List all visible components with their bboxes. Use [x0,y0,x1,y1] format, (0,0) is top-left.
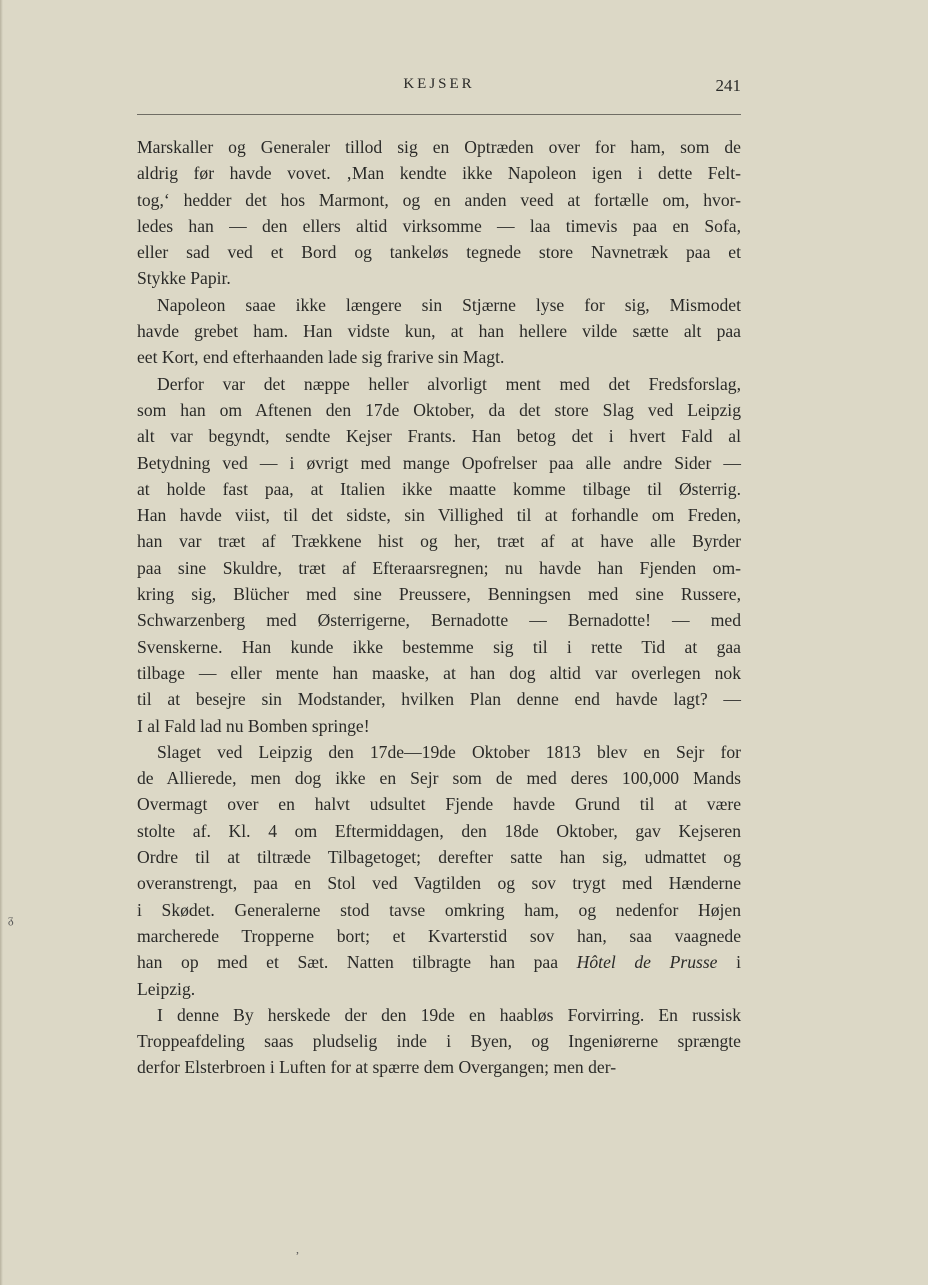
text-line: Svenskerne. Han kunde ikke bestemme sig til i rette Tid at gaa [137,636,741,657]
text-line: som han om Aftenen den 17de Oktober, da det store Slag ved Leipzig [137,399,741,420]
text-line: kring sig, Blücher med sine Preussere, Benningsen med sine Russere, [137,584,741,605]
text-line: Schwarzenberg med Østerrigerne, Bernadotte — Bernadotte! — med [137,610,741,631]
paragraph [137,134,741,292]
paragraph [137,292,741,371]
text-line: tilbage — eller mente han maaske, at han dog altid var overlegen nok [137,662,741,683]
text-line: Ordre til at tiltræde Tilbagetoget; derefter satte han sig, udmattet og [137,847,741,868]
text-line: Betydning ved — i øvrigt med mange Opofrelser paa alle andre Sider — [137,452,741,473]
text-line: Troppeafdeling saas pludselig inde i Byen, og Ingeniørerne sprængte [137,1031,741,1052]
text-line: I denne By herskede der den 19de en haabløs Forvirring. En russisk [157,1004,741,1025]
text-line: havde grebet ham. Han vidste kun, at han hellere vilde sætte alt paa [137,321,741,342]
text-line: Derfor var det næppe heller alvorligt ment med det Fredsforslag, [157,373,741,394]
text-line: Han havde viist, til det sidste, sin Villighed til at forhandle om Freden, [137,505,741,526]
page-number: 241 [715,76,741,95]
margin-speck: ᵹ [8,912,14,926]
paragraph [137,739,741,1002]
text-line: Overmagt over en halvt udsultet Fjende havde Grund til at være [137,794,741,815]
body-text [137,134,741,1081]
text-line: at holde fast paa, at Italien ikke maatte komme tilbage til Østerrig. [137,478,741,499]
running-title: KEJSER [403,76,475,92]
text-line: han var træt af Trækkene hist og her, træt af at have alle Byrder [137,531,741,552]
text-line: derfor Elsterbroen i Luften for at spærre dem Overgangen; men der- [137,1057,617,1078]
text-line: de Allierede, men dog ikke en Sejr som de med deres 100,000 Mands [137,768,741,789]
text-line: til at besejre sin Modstander, hvilken Plan denne end havde lagt? — [137,689,741,710]
text-line: tog,‘ hedder det hos Marmont, og en anden veed at fortælle om, hvor- [137,189,741,210]
page-header [137,76,741,98]
text-line: Stykke Papir. [137,268,231,289]
text-line: i Skødet. Generalerne stod tavse omkring ham, og nedenfor Højen [137,899,741,920]
text-line: alt var begyndt, sendte Kejser Frants. Han betog det i hvert Fald al [137,426,741,447]
hotel-name: Hôtel de Prusse [576,952,718,973]
text-line: eet Kort, end efterhaanden lade sig frarive sin Magt. [137,347,505,368]
text-line: I al Fald lad nu Bomben springe! [137,715,370,736]
text-line: Marskaller og Generaler tillod sig en Optræden over for ham, som de [137,137,741,157]
margin-speck: , [296,1242,299,1256]
paragraph [137,371,741,739]
text-line: Slaget ved Leipzig den 17de—19de Oktober 1813 blev en Sejr for [157,741,741,762]
text-line: paa sine Skuldre, træt af Efteraarsregnen; nu havde han Fjenden om- [137,557,741,578]
text-line: overanstrengt, paa en Stol ved Vagtilden og sov trygt med Hænderne [137,873,741,894]
text-line: Leipzig. [137,978,196,999]
text-line: stolte af. Kl. 4 om Eftermiddagen, den 18de Oktober, gav Kejseren [137,820,741,841]
text-line: Napoleon saae ikke længere sin Stjærne lyse for sig, Mismodet [157,294,741,315]
text-line: han op med et Sæt. Natten tilbragte han paa Hôtel de Prusse i [137,952,742,973]
text-line: ledes han — den ellers altid virksomme — laa timevis paa en Sofa, [137,215,741,236]
paragraph [137,1002,741,1081]
text-line: aldrig før havde vovet. ‚Man kendte ikke Napoleon igen i dette Felt- [137,163,741,184]
header-rule [137,114,741,115]
page-edge [0,0,3,1285]
text-line: eller sad ved et Bord og tankeløs tegnede store Navnetræk paa et [137,242,741,263]
text-line: marcherede Tropperne bort; et Kvarterstid sov han, saa vaagnede [137,925,741,946]
